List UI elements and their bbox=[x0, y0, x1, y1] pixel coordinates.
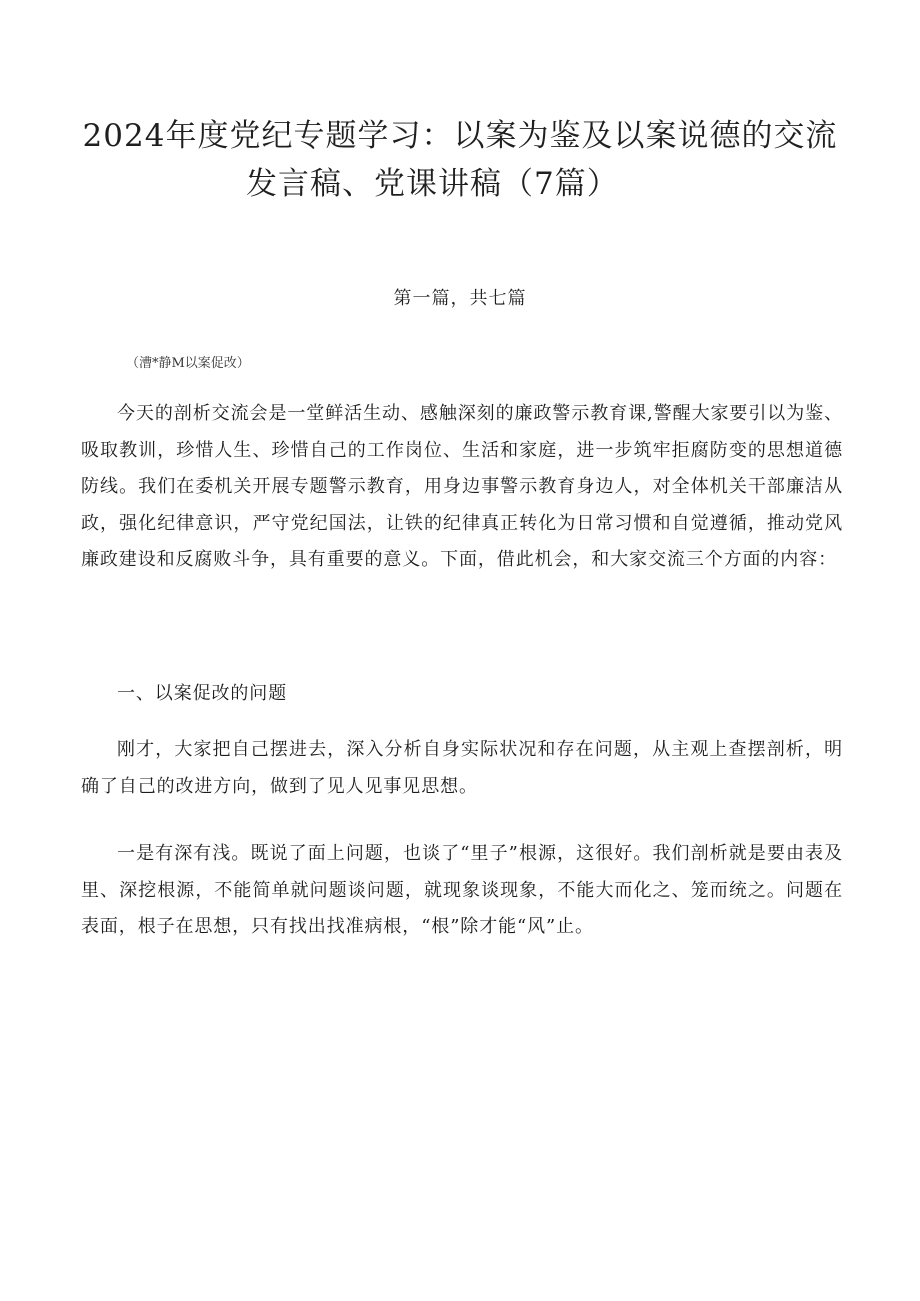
document-title bbox=[60, 112, 860, 208]
source-note: （漕*静M以案促改） bbox=[126, 356, 250, 371]
paragraph-intro: 今天的剖析交流会是一堂鲜活生动、感触深刻的廉政警示教育课,警醒大家要引以为鉴、吸取教训，珍惜人生、珍惜自己的工作岗位、生活和家庭，进一步筑牢拒腐防变的思想道德防线。我们在委机关开展专题警示教育，用身边事警示教育身边人，对全体机关干部廉洁从政，强化纪律意识，严守党纪国法，让铁的纪律真正转化为日常习惯和自觉遵循，推动党风廉政建设和反腐败斗争，具有重要的意义。下面，借此机会，和大家交流三个方面的内容： bbox=[81, 403, 843, 570]
section-heading: 一、以案促改的问题 bbox=[117, 683, 288, 704]
title-line-2: 发言稿、党课讲稿（7篇） bbox=[246, 166, 619, 202]
title-line-1: 2024年度党纪专题学习：以案为鉴及以案说德的交流 bbox=[82, 118, 838, 154]
paragraph-3: 一是有深有浅。既说了面上问题，也谈了“里子”根源，这很好。我们剖析就是要由表及里、深挖根源，不能简单就问题谈问题，就现象谈现象，不能大而化之、笼而统之。问题在表面，根子在思想，只有找出找准病根，“根”除才能“风”止。 bbox=[81, 843, 843, 937]
paragraph-2: 刚才，大家把自己摆进去，深入分析自身实际状况和存在问题，从主观上查摆剖析，明确了自己的改进方向，做到了见人见事见思想。 bbox=[81, 739, 843, 797]
part-subtitle: 第一篇，共七篇 bbox=[393, 288, 527, 309]
